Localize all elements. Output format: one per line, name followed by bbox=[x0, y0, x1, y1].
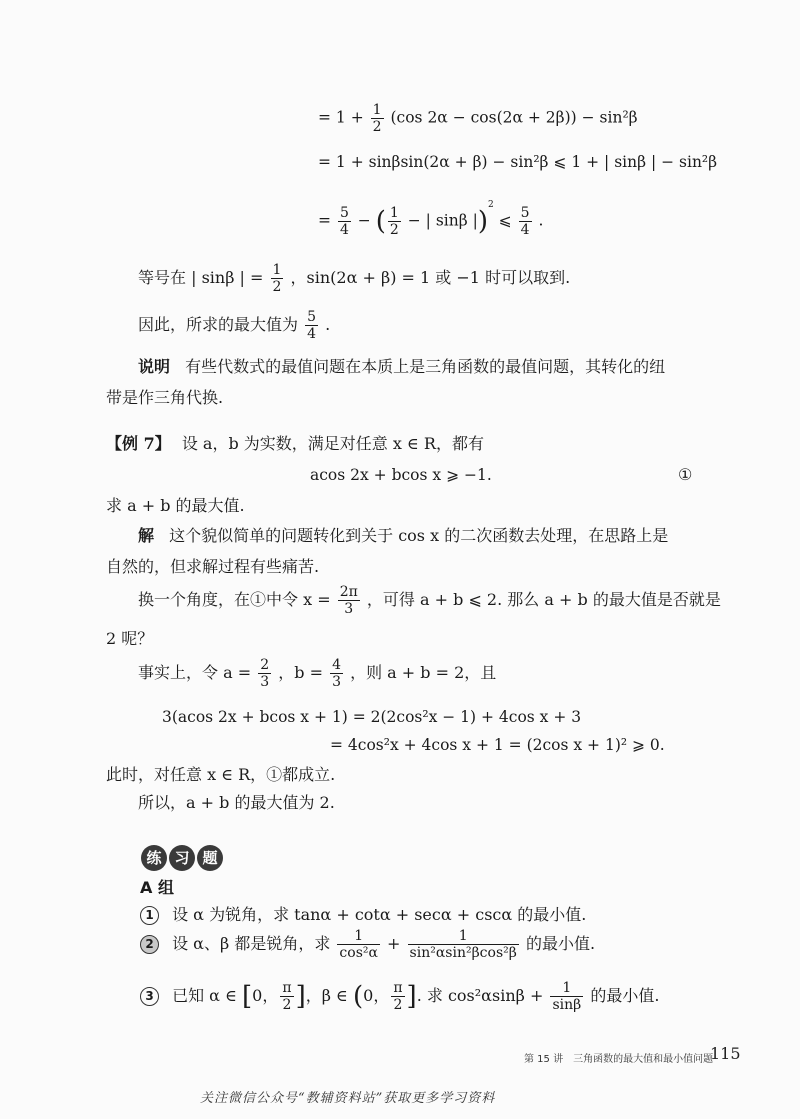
question-number: 3 bbox=[140, 987, 159, 1006]
fraction: $\frac{4}{3}$ bbox=[332, 657, 341, 690]
derivation-line-2: = 4cos²x + 4cos x + 1 = (2cos x + 1)² ⩾ 0. bbox=[330, 736, 665, 754]
badge-char: 习 bbox=[169, 845, 195, 871]
alt-approach-end: 2 呢？ bbox=[106, 629, 154, 648]
chapter-footer: 第 15 讲 三角函数的最大值和最小值问题 bbox=[524, 1054, 714, 1065]
fraction: $\frac{\pi}{2}$ bbox=[282, 980, 292, 1013]
question-number: 2 bbox=[140, 935, 159, 954]
solution-label: 解 bbox=[138, 526, 155, 545]
example-question: 求 a + b 的最大值. bbox=[106, 496, 245, 515]
fraction: $\frac{1}{2}$ bbox=[372, 102, 382, 135]
holds-line: 此时，对任意 x ∈ R，①都成立. bbox=[106, 765, 336, 784]
fraction: $\frac{5}{4}$ bbox=[520, 205, 530, 238]
proof-line-1: = 1 + $\frac{1}{2}$ (cos 2α − cos(2α + 2β)) − sin²β bbox=[318, 102, 638, 135]
final-answer: 所以，a + b 的最大值为 2. bbox=[138, 793, 335, 812]
proof-line-2: = 1 + sinβsin(2α + β) − sin²β ⩽ 1 + | sinβ | − sin²β bbox=[318, 153, 718, 171]
equation-marker: ① bbox=[678, 465, 693, 484]
note-line-2: 带是作三角代换. bbox=[106, 388, 224, 407]
fraction: $\frac{1}{\sin\beta}$ bbox=[552, 980, 582, 1013]
fact-line: 事实上，令 a = $\frac{2}{3}$ ，b = $\frac{4}{3}$ ，则 a + b = 2，且 bbox=[138, 657, 497, 690]
group-heading: A 组 bbox=[140, 878, 174, 897]
badge-char: 练 bbox=[141, 845, 167, 871]
conclusion-text: 因此，所求的最大值为 $\frac{5}{4}$ . bbox=[138, 309, 331, 342]
page-number: 115 bbox=[710, 1044, 741, 1063]
exercise-badge bbox=[141, 845, 225, 871]
exercise-3: 3 已知 α ∈ [0， $\frac{\pi}{2}$ ]，β ∈ (0， $\frac{\pi}{2}$ ]. 求 cos²αsinβ + $\frac{1}{\sin\beta}$ 的最小值. bbox=[140, 980, 659, 1013]
example-header: 【例 7】 设 a，b 为实数，满足对任意 x ∈ R，都有 bbox=[106, 434, 484, 453]
fraction: $\frac{1}{\text{sin²αsin²βcos²β}}$ bbox=[409, 928, 517, 961]
solution-line-1: 解 这个貌似简单的问题转化到关于 cos x 的二次函数去处理，在思路上是 bbox=[138, 526, 669, 545]
badge-char: 题 bbox=[197, 845, 223, 871]
equality-text: 等号在 | sinβ | = $\frac{1}{2}$ ，sin(2α + β) = 1 或 −1 时可以取到. bbox=[138, 262, 571, 295]
fraction: $\frac{\pi}{2}$ bbox=[393, 980, 403, 1013]
solution-line-2: 自然的，但求解过程有些痛苦. bbox=[106, 557, 320, 576]
alt-approach: 换一个角度，在①中令 x = $\frac{2\pi}{3}$ ，可得 a + b ⩽ 2. 那么 a + b 的最大值是否就是 bbox=[138, 584, 721, 617]
fraction: $\frac{2}{3}$ bbox=[260, 657, 270, 690]
fraction: $\frac{1}{2}$ bbox=[389, 205, 399, 238]
example-label: 【例 7】 bbox=[106, 434, 171, 453]
exercise-1: 1 设 α 为锐角，求 tanα + cotα + secα + cscα 的最小值. bbox=[140, 903, 586, 927]
fraction: $\frac{1}{2}$ bbox=[272, 262, 282, 295]
note-label: 说明 bbox=[138, 357, 171, 376]
fraction: $\frac{1}{\text{cos²α}}$ bbox=[339, 928, 378, 961]
question-number: 1 bbox=[140, 906, 159, 925]
watermark-text: 关注微信公众号“教辅资料站”获取更多学习资料 bbox=[200, 1091, 496, 1106]
exercise-2: 2 设 α、β 都是锐角，求 $\frac{1}{\text{cos²α}}$ + $\frac{1}{\text{sin²αsin²βcos²β}}$ 的最小值. bbox=[140, 928, 595, 961]
fraction: $\frac{5}{4}$ bbox=[339, 205, 349, 238]
fraction: $\frac{2\pi}{3}$ bbox=[339, 584, 358, 617]
example-formula: acos 2x + bcos x ⩾ −1. bbox=[310, 466, 492, 484]
fraction: $\frac{5}{4}$ bbox=[307, 309, 317, 342]
proof-line-3: = $\frac{5}{4}$ − ( $\frac{1}{2}$ − | sinβ |)$^2$ ⩽ $\frac{5}{4}$ . bbox=[318, 200, 544, 238]
derivation-line-1: 3(acos 2x + bcos x + 1) = 2(2cos²x − 1) + 4cos x + 3 bbox=[162, 708, 582, 726]
note-paragraph: 说明 有些代数式的最值问题在本质上是三角函数的最值问题，其转化的纽 bbox=[138, 357, 666, 376]
